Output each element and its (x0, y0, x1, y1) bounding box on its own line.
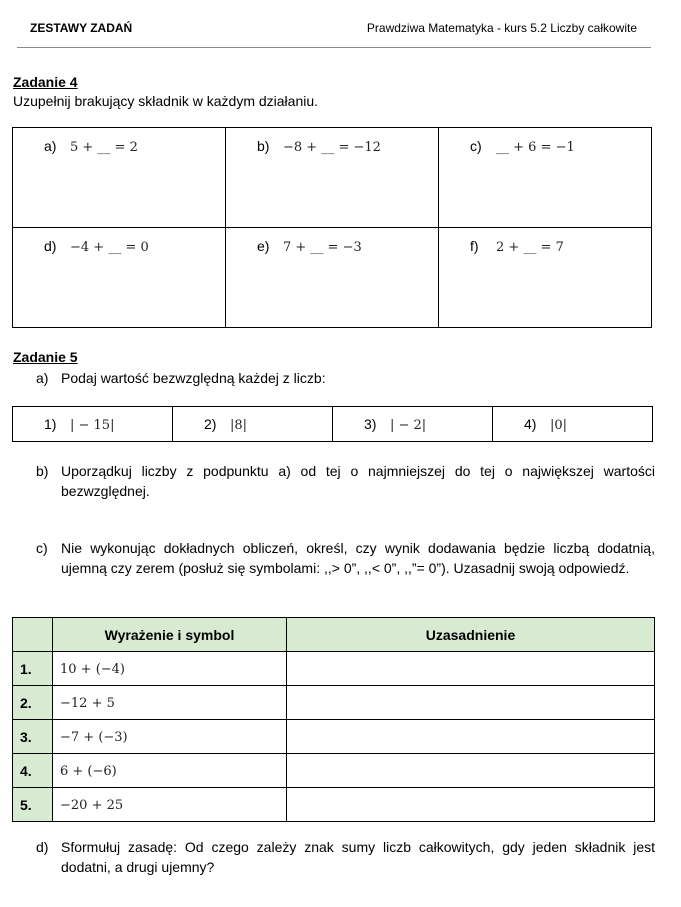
item-text: Nie wykonując dokładnych obliczeń, określ, czy wynik dodawania będzie liczbą dodatnią, ujemną czy zerem (posłuż się symbolami: ,,> 0”, ,,< 0”, ,,”= 0”). Uzasadnij swoją odpowiedź. (61, 540, 655, 576)
page-header (17, 0, 651, 48)
expression: 10 + (−4) (60, 662, 126, 677)
abs-cell (13, 407, 173, 442)
justification-cell[interactable] (287, 788, 655, 822)
abs-cell (493, 407, 653, 442)
task4-table (12, 127, 652, 328)
task5-a (36, 368, 655, 388)
task4-cell (226, 228, 439, 328)
item-mark: a) (36, 370, 49, 386)
sign-table (12, 617, 655, 822)
item-text: Uporządkuj liczby z podpunktu a) od tej o najmniejszej do tej o największej wartości bezwzględnej. (61, 463, 655, 499)
item-label: 1) (44, 415, 57, 432)
table-row (13, 788, 655, 822)
header-left: ZESTAWY ZADAŃ (30, 21, 133, 35)
item-label: e) (257, 238, 270, 254)
item-mark: b) (36, 463, 49, 479)
expression: −20 + 25 (60, 798, 124, 813)
equation: 7 + __ = −3 (283, 240, 362, 255)
expression: −7 + (−3) (60, 730, 128, 745)
abs-expression: | − 15| (70, 417, 115, 433)
justification-cell[interactable] (287, 720, 655, 754)
abs-cell (333, 407, 493, 442)
abs-expression: |8| (230, 417, 248, 433)
task4-cell (439, 128, 652, 228)
abs-cell (173, 407, 333, 442)
item-mark: d) (36, 839, 49, 855)
expression-cell[interactable] (53, 720, 287, 754)
header-expression: Wyrażenie i symbol (53, 618, 287, 652)
expression-cell[interactable] (53, 652, 287, 686)
equation: __ + 6 = −1 (496, 140, 575, 155)
item-mark: c) (36, 540, 48, 556)
task4-cell (226, 128, 439, 228)
item-label: c) (470, 138, 482, 154)
table-row (13, 652, 655, 686)
justification-cell[interactable] (287, 686, 655, 720)
item-label: 4) (524, 415, 537, 432)
item-label: b) (257, 138, 270, 154)
task4-cell (13, 228, 226, 328)
expression-cell[interactable] (53, 686, 287, 720)
item-label: d) (44, 238, 57, 254)
equation: 5 + __ = 2 (70, 140, 138, 155)
task4-title: Zadanie 4 (13, 74, 78, 90)
task5-b (36, 461, 655, 501)
abs-table (12, 406, 653, 442)
task5-d (36, 837, 655, 877)
equation: −8 + __ = −12 (283, 140, 381, 155)
item-label: f) (470, 238, 479, 254)
table-row (13, 720, 655, 754)
header-right: Prawdziwa Matematyka - kurs 5.2 Liczby całkowite (366, 21, 637, 35)
item-text: Sformułuj zasadę: Od czego zależy znak sumy liczb całkowitych, gdy jeden składnik jest dodatni, a drugi ujemny? (61, 839, 655, 875)
task5-c (36, 538, 655, 578)
justification-cell[interactable] (287, 754, 655, 788)
equation: −4 + __ = 0 (70, 240, 149, 255)
task5-title: Zadanie 5 (13, 349, 78, 365)
expression-cell[interactable] (53, 788, 287, 822)
equation: 2 + __ = 7 (496, 240, 564, 255)
expression: −12 + 5 (60, 696, 115, 711)
item-label: 3) (364, 415, 377, 432)
item-label: 2) (204, 415, 217, 432)
task4-cell (439, 228, 652, 328)
row-number: 2. (13, 686, 53, 720)
row-number: 3. (13, 720, 53, 754)
row-number: 5. (13, 788, 53, 822)
expression-cell[interactable] (53, 754, 287, 788)
abs-expression: |0| (550, 417, 568, 433)
header-num (13, 618, 53, 652)
row-number: 4. (13, 754, 53, 788)
justification-cell[interactable] (287, 652, 655, 686)
item-text: Podaj wartość bezwzględną każdej z liczb: (61, 370, 326, 386)
task4-instruction: Uzupełnij brakujący składnik w każdym działaniu. (13, 93, 319, 109)
expression: 6 + (−6) (60, 764, 117, 779)
table-row (13, 754, 655, 788)
table-row (13, 686, 655, 720)
abs-expression: | − 2| (390, 417, 427, 433)
item-label: a) (44, 138, 57, 154)
task4-cell (13, 128, 226, 228)
header-justification: Uzasadnienie (287, 618, 655, 652)
row-number: 1. (13, 652, 53, 686)
